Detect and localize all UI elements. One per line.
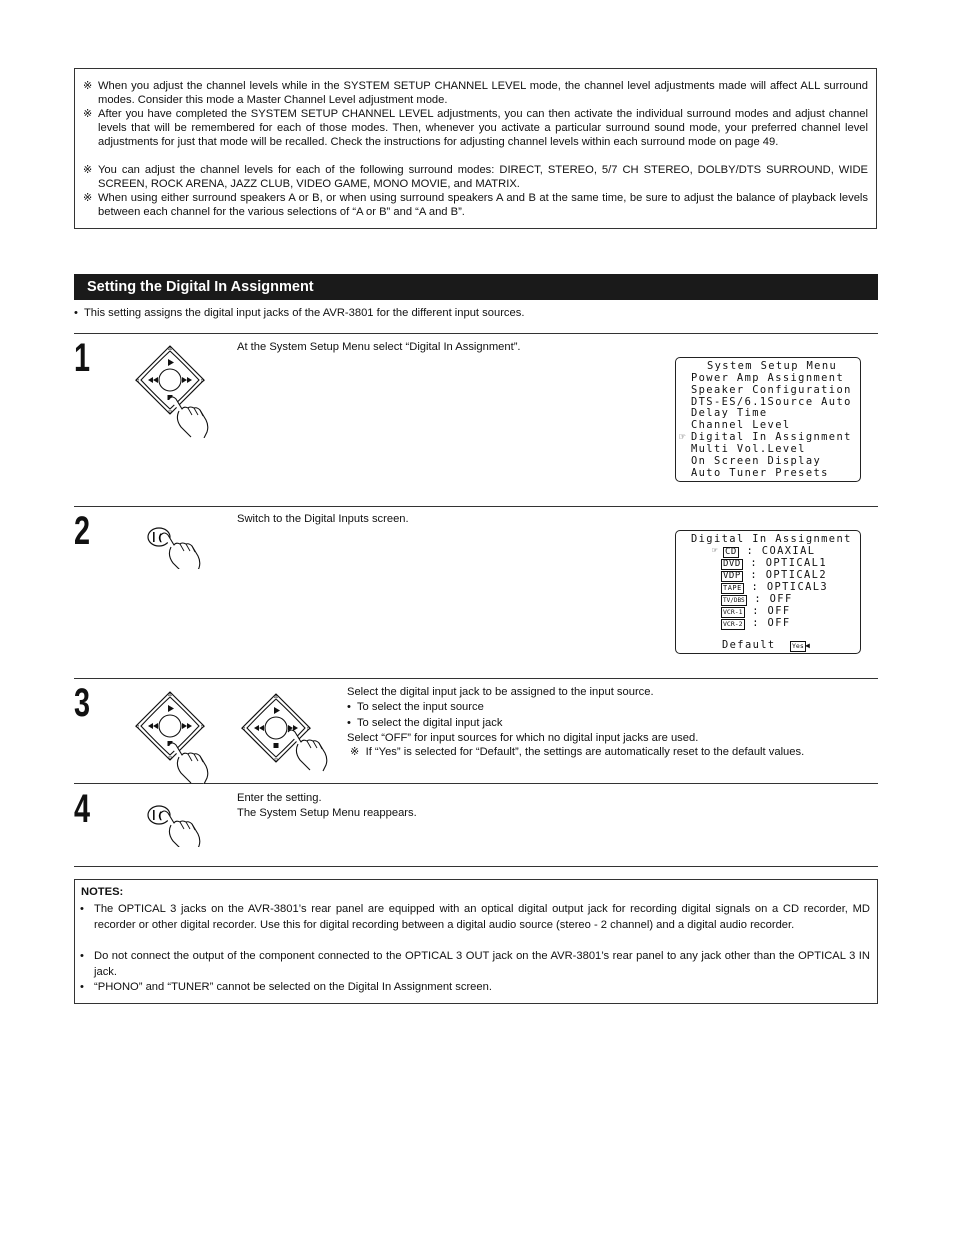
osd-default-value [790, 640, 806, 652]
top-note-1 [83, 79, 868, 107]
step-2-text: Switch to the Digital Inputs screen. [237, 513, 409, 525]
cursor-left-icon: ◀ [805, 641, 812, 650]
note-mark: ※ [83, 80, 93, 92]
osd-menu-item: DTS-ES/6.1Source Auto [691, 396, 852, 408]
source-label: DVD [723, 559, 741, 569]
jack-value: : OFF [752, 605, 791, 617]
note-item [80, 902, 870, 933]
step-4-line1: Enter the setting. [237, 792, 322, 804]
step-3-bullet2 [347, 716, 502, 731]
osd-menu-item: Multi Vol.Level [691, 443, 806, 455]
jack-value: : OPTICAL1 [750, 557, 827, 569]
note-mark: ※ [83, 164, 93, 176]
step-number: 4 [74, 787, 91, 831]
top-note-3 [83, 163, 868, 191]
step-3-line3 [350, 745, 804, 760]
jack-value: : OPTICAL3 [751, 581, 829, 593]
top-notes-box [74, 68, 877, 229]
remote-dpad-left-right-icon [238, 690, 338, 786]
osd-title: System Setup Menu [707, 360, 838, 372]
osd-system-setup-menu [675, 357, 861, 482]
bullet: • [80, 950, 84, 962]
top-note-text: You can adjust the channel levels for each of the following surround modes: DIRECT, STEREO, 5/7 CH STEREO, DOLBY/DTS SURROUND, WIDE SCREEN, ROCK ARENA, JAZZ CLUB, VIDEO GAME, MONO MOVIE, and MATRIX. [98, 164, 868, 190]
source-label: CD [725, 547, 737, 557]
step-4-line2: The System Setup Menu reappears. [237, 807, 417, 819]
osd-menu-item: Power Amp Assignment [691, 372, 845, 384]
section-intro [74, 307, 524, 319]
osd-menu-item: Speaker Configuration [691, 384, 852, 396]
note-text: If “Yes” is selected for “Default”, the settings are automatically reset to the default values. [365, 746, 805, 758]
pointing-hand-icon: ☞ [679, 431, 687, 443]
note-item [80, 949, 870, 980]
note-text: “PHONO” and “TUNER” cannot be selected on the Digital In Assignment screen. [94, 981, 492, 993]
jack-value: : OFF [752, 617, 791, 629]
bullet-text: To select the digital input jack [356, 717, 503, 729]
osd-default-label: Default [722, 639, 776, 651]
bullet-text: To select the input source [356, 701, 484, 713]
divider [74, 866, 878, 867]
bullet: • [80, 903, 84, 915]
note-item [80, 980, 870, 996]
enter-button-icon [145, 523, 205, 569]
osd-source-row [721, 618, 791, 630]
jack-value: : OPTICAL2 [750, 569, 827, 581]
source-label: TV/DBS [723, 597, 745, 604]
bullet: • [74, 307, 78, 319]
note-text: The OPTICAL 3 jacks on the AVR-3801’s rear panel are equipped with an optical digital output jack for recording digital signals on a CD recorder, MD recorder or other digital recorder. Use this for digital recording between a digital audio source (stereo - 2 channel) and a digital audio recorder. [94, 903, 870, 931]
jack-value: : COAXIAL [746, 545, 816, 557]
notes-box [74, 879, 878, 1004]
section-title: Setting the Digital In Assignment [74, 274, 878, 300]
osd-title: Digital In Assignment [691, 533, 852, 545]
divider [74, 333, 878, 334]
default-yes: Yes [792, 642, 804, 650]
osd-menu-item: Auto Tuner Presets [691, 467, 829, 479]
notes-heading: NOTES: [81, 886, 124, 898]
note-text: Do not connect the output of the component connected to the OPTICAL 3 OUT jack on the AVR-3801’s rear panel to any jack other than the OPTICAL 3 IN jack. [94, 950, 870, 978]
note-mark: ※ [83, 108, 93, 120]
intro-text: This setting assigns the digital input jacks of the AVR-3801 for the different input sources. [83, 307, 525, 319]
step-3-bullet1 [347, 700, 484, 715]
source-label: VDP [723, 571, 741, 581]
bullet: • [347, 701, 351, 713]
step-number: 2 [74, 509, 91, 553]
pointing-hand-icon: ☞ [712, 546, 719, 556]
osd-menu-item: On Screen Display [691, 455, 822, 467]
top-note-4 [83, 191, 868, 219]
bullet: • [80, 981, 84, 993]
top-note-text: After you have completed the SYSTEM SETUP CHANNEL LEVEL adjustments, you can then activate the individual surround modes and adjust channel levels that will be remembered for each of those modes. Then, whenever you activate a particular surround sound mode, your preferred channel level adjustments for just that mode will be recalled. Check the instructions for adjusting channel levels within each surround mode on page 49. [98, 108, 868, 148]
step-number: 1 [74, 336, 91, 380]
jack-value: : OFF [754, 593, 793, 605]
remote-dpad-icon [132, 688, 222, 784]
bullet: • [347, 717, 351, 729]
divider [74, 506, 878, 507]
top-note-text: When using either surround speakers A or B, or when using surround speakers A and B at the same time, be sure to adjust the balance of playback levels between each channel for the various selections of “A or B” and “A and B”. [98, 192, 868, 218]
step-3-line1: Select the digital input jack to be assigned to the input source. [347, 686, 654, 698]
osd-digital-in-assignment [675, 530, 861, 654]
top-note-2 [83, 107, 868, 149]
note-mark: ※ [83, 192, 93, 204]
remote-dpad-icon [132, 342, 222, 438]
source-label: VCR-2 [723, 620, 743, 628]
top-note-text: When you adjust the channel levels while in the SYSTEM SETUP CHANNEL LEVEL mode, the channel level adjustments made will affect ALL surround modes. Consider this mode a Master Channel Level adjustment mode. [98, 80, 868, 106]
osd-menu-item: Channel Level [691, 419, 791, 431]
note-mark: ※ [350, 746, 360, 758]
divider [74, 678, 878, 679]
enter-button-icon [145, 801, 205, 847]
osd-menu-item: Delay Time [691, 407, 768, 419]
step-number: 3 [74, 681, 91, 725]
step-3-line2: Select “OFF” for input sources for which no digital input jacks are used. [347, 732, 699, 744]
source-label: TAPE [723, 584, 742, 592]
step-1-text: At the System Setup Menu select “Digital In Assignment”. [237, 341, 521, 353]
osd-menu-item-selected: Digital In Assignment [691, 431, 852, 443]
source-label: VCR-1 [723, 608, 743, 616]
